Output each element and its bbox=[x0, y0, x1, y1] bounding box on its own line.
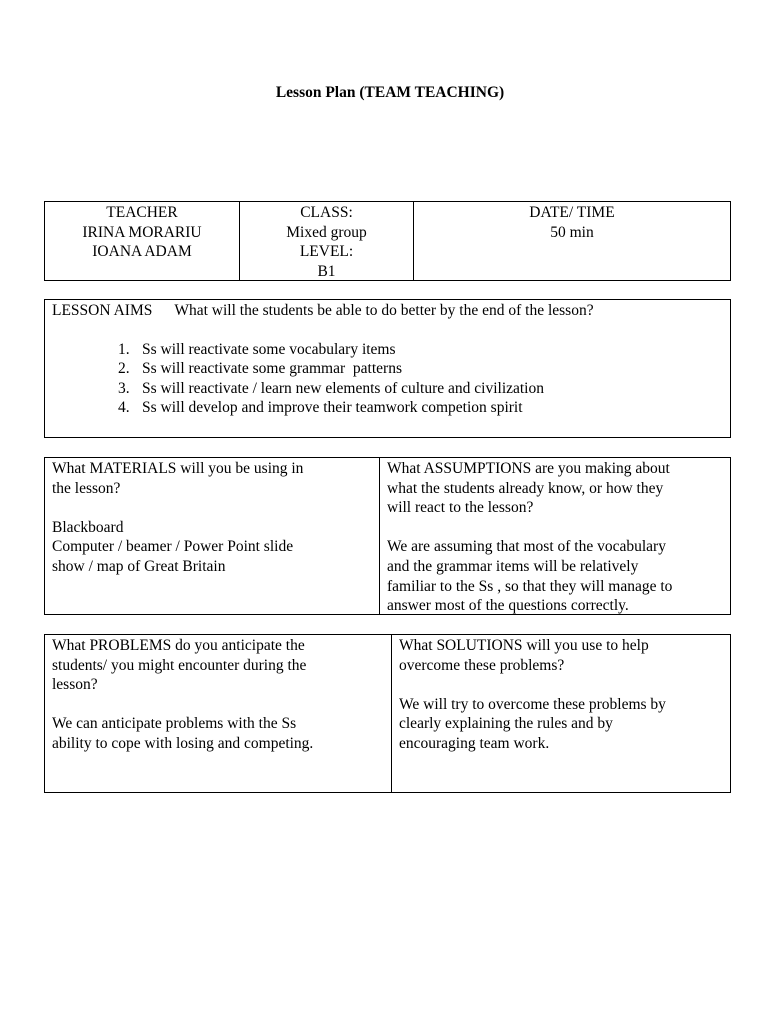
lesson-aims-question: What will the students be able to do better by the end of the lesson? bbox=[174, 302, 594, 319]
assumptions-question: will react to the lesson? bbox=[387, 499, 534, 517]
materials-answer: Computer / beamer / Power Point slide bbox=[52, 538, 294, 556]
class-value: Mixed group bbox=[286, 223, 367, 241]
solutions-question: What SOLUTIONS will you use to help bbox=[399, 637, 649, 654]
solutions-cell bbox=[391, 635, 730, 792]
problems-answer: ability to cope with losing and competing. bbox=[52, 734, 314, 752]
lesson-aims-list bbox=[118, 340, 726, 418]
problems-solutions-table bbox=[44, 634, 731, 793]
list-item: 2. Ss will reactivate some grammar patterns bbox=[118, 360, 402, 378]
level-value: B1 bbox=[317, 262, 336, 280]
materials-question: What MATERIALS will you be using in bbox=[52, 460, 304, 477]
teacher-name: IOANA ADAM bbox=[92, 243, 192, 261]
header-table bbox=[44, 201, 731, 281]
solutions-answer: encouraging team work. bbox=[399, 734, 550, 752]
assumptions-answer: and the grammar items will be relatively bbox=[387, 557, 639, 575]
lesson-aims-box bbox=[44, 299, 731, 438]
assumptions-answer: familiar to the Ss , so that they will manage to bbox=[387, 577, 673, 595]
date-time-value: 50 min bbox=[550, 223, 594, 241]
lesson-aims-cell bbox=[52, 300, 726, 437]
solutions-question: overcome these problems? bbox=[399, 656, 565, 674]
solutions-answer: clearly explaining the rules and by bbox=[399, 715, 613, 733]
level-label: LEVEL: bbox=[299, 243, 354, 261]
assumptions-question: What ASSUMPTIONS are you making about bbox=[387, 460, 670, 477]
materials-answer: Blackboard bbox=[52, 518, 124, 536]
list-item: 4. Ss will develop and improve their teamwork competion spirit bbox=[118, 399, 523, 417]
date-time-cell bbox=[413, 202, 730, 280]
materials-answer: show / map of Great Britain bbox=[52, 557, 226, 575]
class-cell bbox=[239, 202, 413, 280]
assumptions-question: what the students already know, or how they bbox=[387, 479, 664, 497]
list-item: 1. Ss will reactivate some vocabulary items bbox=[118, 340, 396, 358]
class-label: CLASS: bbox=[300, 204, 353, 221]
assumptions-answer: answer most of the questions correctly. bbox=[387, 597, 629, 615]
problems-question: What PROBLEMS do you anticipate the bbox=[52, 637, 305, 654]
assumptions-cell bbox=[379, 458, 730, 614]
teacher-label: TEACHER bbox=[106, 204, 178, 221]
solutions-answer: We will try to overcome these problems by bbox=[399, 695, 666, 713]
problems-question: students/ you might encounter during the bbox=[52, 656, 307, 674]
materials-cell bbox=[45, 458, 379, 614]
problems-question: lesson? bbox=[52, 676, 98, 694]
list-item: 3. Ss will reactivate / learn new elements of culture and civilization bbox=[118, 379, 544, 397]
problems-answer: We can anticipate problems with the Ss bbox=[52, 715, 297, 733]
document-title: Lesson Plan (TEAM TEACHING) bbox=[275, 84, 505, 101]
problems-cell bbox=[45, 635, 391, 792]
date-time-label: DATE/ TIME bbox=[529, 204, 615, 221]
teacher-cell bbox=[45, 202, 239, 280]
lesson-aims-label: LESSON AIMS bbox=[52, 302, 153, 319]
lesson-aims-heading bbox=[52, 301, 726, 321]
materials-question: the lesson? bbox=[52, 479, 121, 497]
assumptions-answer: We are assuming that most of the vocabulary bbox=[387, 538, 666, 556]
materials-assumptions-table bbox=[44, 457, 731, 615]
teacher-name: IRINA MORARIU bbox=[82, 223, 202, 241]
